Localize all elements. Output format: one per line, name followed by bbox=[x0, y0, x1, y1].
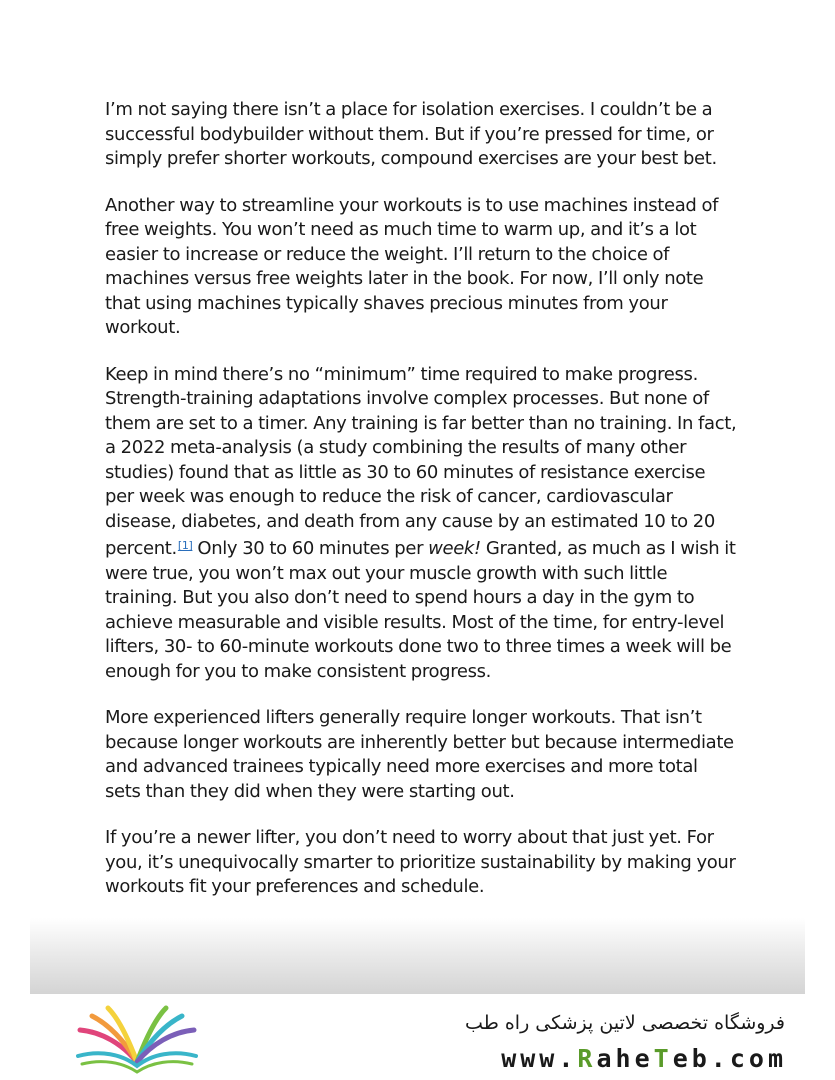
footnote-link[interactable]: [1] bbox=[177, 539, 193, 552]
paragraph-5: If you’re a newer lifter, you don’t need to worry about that just yet. For you, it’s unequivocally smarter to prioritize sustainability by making your workouts fit your preferences and schedule. bbox=[105, 827, 736, 897]
open-book-icon bbox=[72, 1004, 202, 1074]
paragraph-3-text: Keep in mind there’s no “minimum” time required to make progress. Strength-training adaptations involve complex processes. But none of them are set to a timer. Any training is far better than no training. In fact, a 2022 meta-analysis (a study combining the results of many other studies) found that as little as 30 to 60 minutes of resistance exercise per week was enough to reduce the risk of cancer, cardiovascular disease, diabetes, and death from any cause by an estimated 10 to 20 percent. bbox=[105, 363, 737, 559]
url-t: T bbox=[653, 1044, 673, 1073]
url-mid: ahe bbox=[596, 1044, 654, 1073]
page-body bbox=[105, 98, 737, 922]
url-prefix: www. bbox=[501, 1044, 578, 1073]
paragraph-3 bbox=[105, 363, 737, 685]
store-url[interactable] bbox=[501, 1044, 787, 1073]
page-fade bbox=[30, 918, 805, 994]
store-name: فروشگاه تخصصی لاتین پزشکی راه طب bbox=[465, 1012, 785, 1034]
url-r: R bbox=[577, 1044, 597, 1073]
url-suffix: eb.com bbox=[672, 1044, 787, 1073]
paragraph-3-text-cont: Only 30 to 60 minutes per bbox=[192, 538, 429, 559]
watermark-banner bbox=[0, 994, 835, 1080]
paragraph-1: I’m not saying there isn’t a place for isolation exercises. I couldn’t be a successful bodybuilder without them. But if you’re pressed for time, or simply prefer shorter workouts, compound exercises are your best bet. bbox=[105, 99, 717, 169]
emphasis-week: week! bbox=[428, 538, 481, 559]
paragraph-2: Another way to streamline your workouts is to use machines instead of free weights. You won’t need as much time to warm up, and it’s a lot easier to increase or reduce the weight. I’ll return to the choice of machines versus free weights later in the book. For now, I’ll only note that using machines typically shaves precious minutes from your workout. bbox=[105, 194, 719, 338]
paragraph-3-text-end: Granted, as much as I wish it were true, you won’t max out your muscle growth with such little training. But you also don’t need to spend hours a day in the gym to achieve measurable and visible results. Most of the time, for entry-level lifters, 30- to 60-minute workouts done two to three times a week will be enough for you to make consistent progress. bbox=[105, 538, 736, 682]
paragraph-4: More experienced lifters generally require longer workouts. That isn’t because longer workouts are inherently better but because intermediate and advanced trainees typically need more exercises and more total sets than they did when they were starting out. bbox=[105, 707, 734, 802]
